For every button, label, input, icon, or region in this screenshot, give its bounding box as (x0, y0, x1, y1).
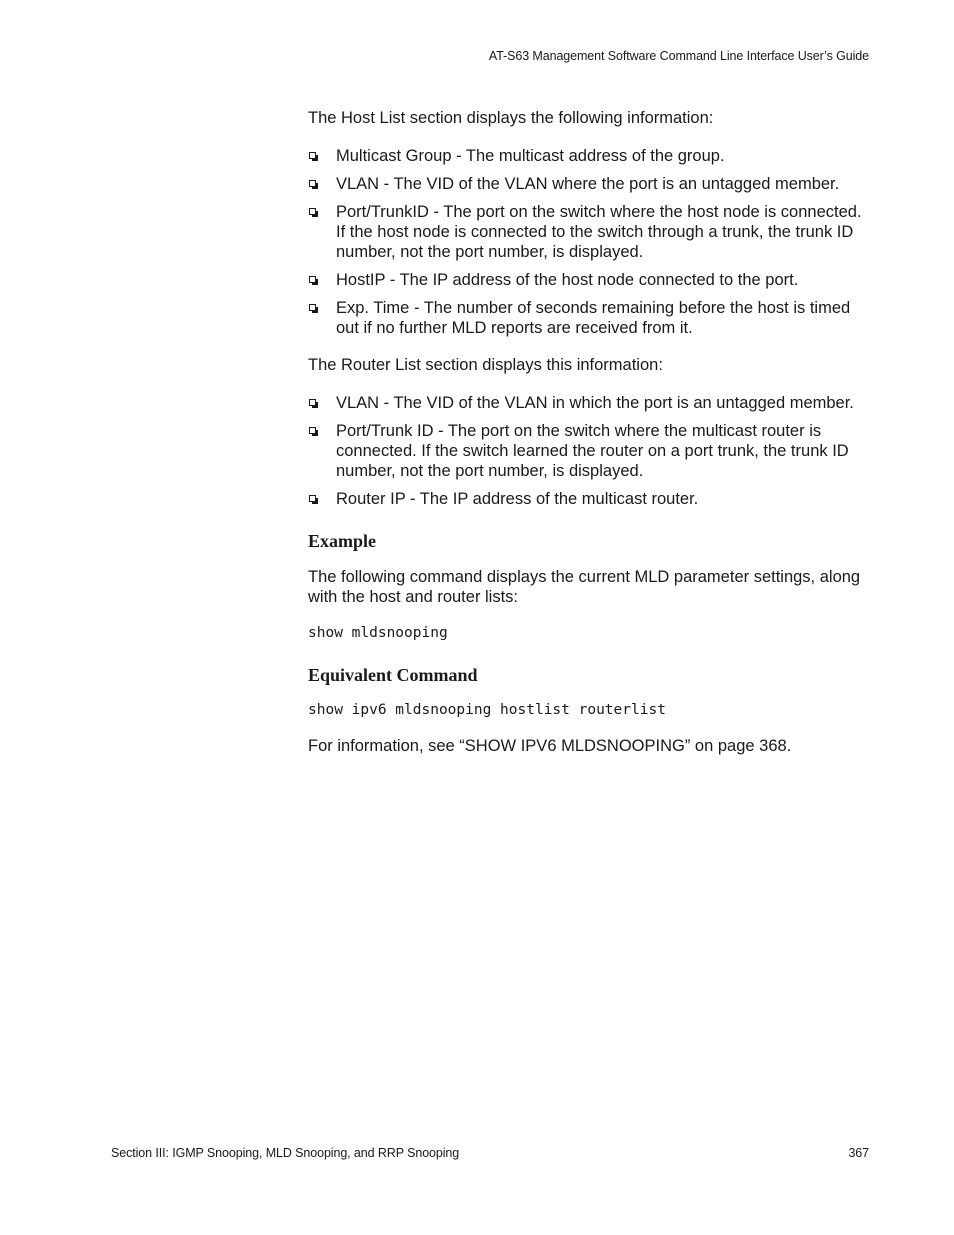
reference-text: For information, see “SHOW IPV6 MLDSNOOPING” on page 368. (308, 737, 792, 755)
checkbox-bullet-icon (309, 208, 316, 215)
running-footer (111, 1146, 869, 1160)
checkbox-bullet-icon (309, 276, 316, 283)
example-command: show mldsnooping (308, 625, 448, 641)
host-list-intro: The Host List section displays the following information: (308, 109, 714, 127)
checkbox-bullet-icon (309, 152, 316, 159)
list-item: Port/TrunkID - The port on the switch where the host node is connected. If the host node is connected to the switch through a trunk, the trunk ID number, not the port number, is displayed. (308, 202, 873, 262)
list-item: Router IP - The IP address of the multicast router. (308, 489, 873, 509)
router-list-items (308, 393, 873, 509)
example-text: The following command displays the current MLD parameter settings, along with the host and router lists: (308, 568, 861, 606)
host-list-items (308, 146, 873, 338)
equivalent-command-heading: Equivalent Command (308, 665, 478, 685)
example-heading: Example (308, 531, 377, 551)
checkbox-bullet-icon (309, 180, 316, 187)
list-item: HostIP - The IP address of the host node connected to the port. (308, 270, 873, 290)
list-item: Port/Trunk ID - The port on the switch where the multicast router is connected. If the switch learned the router on a port trunk, the trunk ID number, not the port number, is displayed. (308, 421, 873, 481)
running-header: AT-S63 Management Software Command Line Interface User’s Guide (488, 49, 869, 63)
checkbox-bullet-icon (309, 399, 316, 406)
checkbox-bullet-icon (309, 304, 316, 311)
main-content (308, 108, 873, 756)
checkbox-bullet-icon (309, 427, 316, 434)
list-item: Exp. Time - The number of seconds remaining before the host is timed out if no further MLD reports are received from it. (308, 298, 873, 338)
page-number: 367 (848, 1146, 869, 1160)
list-item: Multicast Group - The multicast address of the group. (308, 146, 873, 166)
checkbox-bullet-icon (309, 495, 316, 502)
section-title: Section III: IGMP Snooping, MLD Snooping, and RRP Snooping (111, 1146, 460, 1160)
equivalent-command: show ipv6 mldsnooping hostlist routerlist (308, 702, 666, 718)
router-list-intro: The Router List section displays this information: (308, 356, 663, 374)
list-item: VLAN - The VID of the VLAN where the port is an untagged member. (308, 174, 873, 194)
list-item: VLAN - The VID of the VLAN in which the port is an untagged member. (308, 393, 873, 413)
